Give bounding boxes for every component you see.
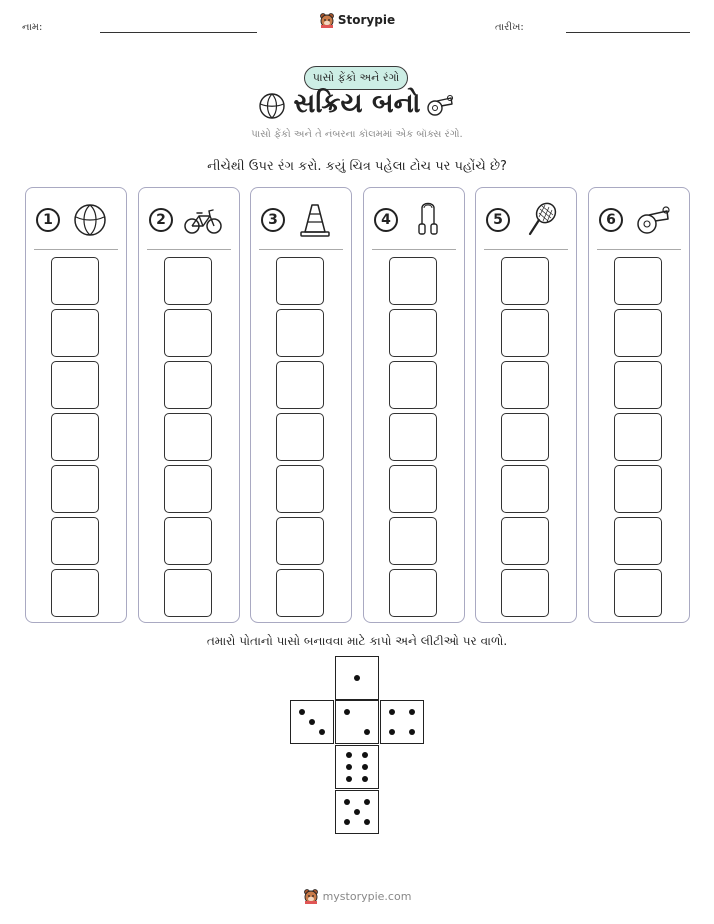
page-title: સક્રિય બનો (293, 88, 421, 119)
color-box[interactable] (614, 413, 662, 461)
coloring-instruction: નીચેથી ઉપર રંગ કરો. કયું ચિત્ર પહેલા ટોચ પર પહોંચે છે? (207, 159, 507, 174)
beach-ball-icon (70, 200, 110, 240)
tennis-racket-icon (520, 200, 560, 240)
footer-site[interactable]: mystorypie.com (322, 889, 412, 903)
column-number: 2 (149, 208, 173, 232)
color-box[interactable] (389, 361, 437, 409)
color-box[interactable] (614, 517, 662, 565)
dice-net (290, 656, 424, 834)
color-box[interactable] (614, 361, 662, 409)
dice-pip (354, 809, 360, 815)
dice-pip (299, 709, 305, 715)
color-box[interactable] (276, 465, 324, 513)
dice-face-4 (380, 700, 424, 744)
color-box[interactable] (51, 413, 99, 461)
color-box[interactable] (164, 257, 212, 305)
date-line[interactable] (566, 32, 690, 33)
column-divider (372, 249, 456, 250)
dice-pip (344, 799, 350, 805)
dice-pip (364, 799, 370, 805)
color-box[interactable] (389, 569, 437, 617)
bicycle-icon (183, 200, 223, 240)
column-divider (597, 249, 681, 250)
color-box[interactable] (51, 517, 99, 565)
color-box[interactable] (164, 517, 212, 565)
name-line[interactable] (100, 32, 257, 33)
color-box[interactable] (51, 465, 99, 513)
column-4 (363, 187, 465, 623)
bear-logo-icon (319, 12, 335, 28)
color-box[interactable] (389, 257, 437, 305)
dice-pip (389, 709, 395, 715)
color-box[interactable] (389, 465, 437, 513)
dice-pip (409, 709, 415, 715)
color-box[interactable] (501, 361, 549, 409)
color-box[interactable] (389, 517, 437, 565)
column-number: 6 (599, 208, 623, 232)
column-number: 5 (486, 208, 510, 232)
dice-pip (309, 719, 315, 725)
brand (0, 12, 714, 32)
whistle-icon (633, 200, 673, 240)
color-box[interactable] (51, 309, 99, 357)
dice-face-3 (290, 700, 334, 744)
color-box[interactable] (389, 413, 437, 461)
color-box[interactable] (276, 257, 324, 305)
dice-pip (344, 819, 350, 825)
color-box[interactable] (164, 465, 212, 513)
dice-pip (346, 752, 352, 758)
color-box[interactable] (276, 309, 324, 357)
column-2 (138, 187, 240, 623)
column-number: 3 (261, 208, 285, 232)
column-number: 1 (36, 208, 60, 232)
column-divider (484, 249, 568, 250)
color-box[interactable] (51, 569, 99, 617)
dice-pip (389, 729, 395, 735)
color-box[interactable] (501, 517, 549, 565)
dice-pip (344, 709, 350, 715)
dice-pip (319, 729, 325, 735)
color-box[interactable] (276, 413, 324, 461)
activity-badge: પાસો ફેંકો અને રંગો (304, 66, 408, 90)
dice-pip (354, 675, 360, 681)
dice-pip (346, 776, 352, 782)
column-1 (25, 187, 127, 623)
dice-face-5 (335, 790, 379, 834)
column-number: 4 (374, 208, 398, 232)
dice-face-6 (335, 745, 379, 789)
dice-pip (362, 764, 368, 770)
dice-pip (362, 752, 368, 758)
date-label: તારીખ: (495, 22, 524, 33)
color-box[interactable] (614, 309, 662, 357)
traffic-cone-icon (295, 200, 335, 240)
column-3 (250, 187, 352, 623)
dice-face-2 (335, 700, 379, 744)
dice-pip (362, 776, 368, 782)
column-6 (588, 187, 690, 623)
color-box[interactable] (164, 309, 212, 357)
column-divider (147, 249, 231, 250)
whistle-icon (424, 94, 454, 118)
color-box[interactable] (164, 569, 212, 617)
column-divider (34, 249, 118, 250)
dice-pip (364, 729, 370, 735)
color-box[interactable] (614, 569, 662, 617)
color-box[interactable] (276, 569, 324, 617)
dice-pip (364, 819, 370, 825)
color-box[interactable] (501, 309, 549, 357)
column-divider (259, 249, 343, 250)
cutout-instruction: તમારો પોતાનો પાસો બનાવવા માટે કાપો અને લીટીઓ પર વાળો. (206, 634, 508, 648)
color-box[interactable] (276, 361, 324, 409)
color-box[interactable] (501, 257, 549, 305)
color-box[interactable] (501, 413, 549, 461)
column-5 (475, 187, 577, 623)
dice-pip (346, 764, 352, 770)
bear-logo-icon (303, 888, 319, 904)
color-box[interactable] (614, 257, 662, 305)
dice-face-1 (335, 656, 379, 700)
name-label: નામ: (22, 22, 43, 33)
color-box[interactable] (501, 465, 549, 513)
dice-pip (409, 729, 415, 735)
color-box[interactable] (51, 257, 99, 305)
color-box[interactable] (164, 413, 212, 461)
jump-rope-icon (408, 200, 448, 240)
color-box[interactable] (614, 465, 662, 513)
color-box[interactable] (164, 361, 212, 409)
color-box[interactable] (501, 569, 549, 617)
footer (0, 888, 714, 908)
page-subtitle: પાસો ફેંકો અને તે નંબરના કૉલમમાં એક બૉક્સ રંગો. (251, 129, 463, 140)
color-box[interactable] (276, 517, 324, 565)
color-box[interactable] (389, 309, 437, 357)
color-box[interactable] (51, 361, 99, 409)
brand-name: Storypie (337, 13, 396, 27)
